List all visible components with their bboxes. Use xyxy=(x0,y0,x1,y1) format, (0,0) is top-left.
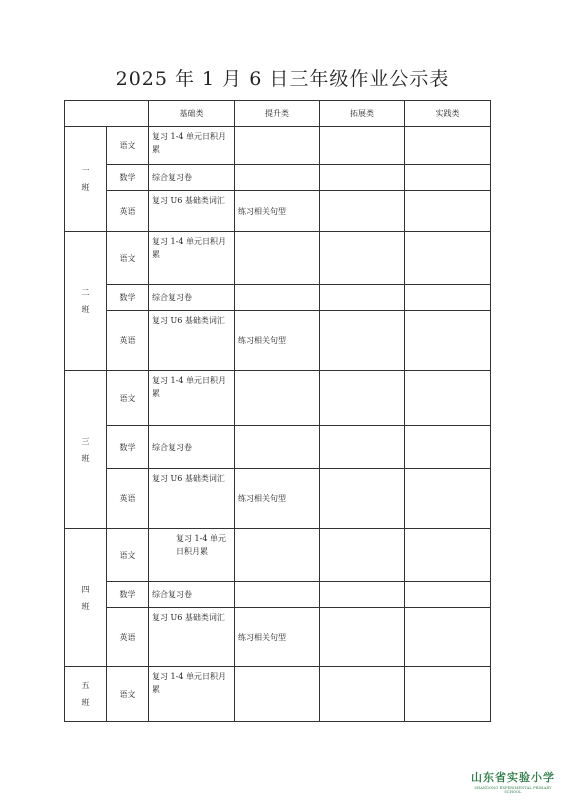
table-row xyxy=(65,127,491,165)
practice-cell xyxy=(405,165,491,191)
header-blank xyxy=(65,101,149,127)
basic-cell: 综合复习卷 xyxy=(149,165,235,191)
basic-cell: 复习 1-4 单元日积月累 xyxy=(149,127,235,165)
extend-cell xyxy=(320,311,405,371)
practice-cell xyxy=(405,529,491,582)
improve-cell: 练习相关句型 xyxy=(235,608,320,667)
page-title: 2025 年 1 月 6 日三年级作业公示表 xyxy=(115,68,450,90)
extend-cell xyxy=(320,608,405,667)
basic-cell: 复习 U6 基础类词汇 xyxy=(149,469,235,529)
improve-cell xyxy=(235,667,320,722)
improve-cell: 练习相关句型 xyxy=(235,469,320,529)
extend-cell xyxy=(320,582,405,608)
extend-cell xyxy=(320,191,405,232)
extend-cell xyxy=(320,165,405,191)
school-logo xyxy=(467,769,559,794)
subject-cell: 数学 xyxy=(107,285,149,311)
header-practice: 实践类 xyxy=(405,101,491,127)
subject-cell: 英语 xyxy=(107,608,149,667)
basic-cell: 复习 1-4 单元日积月累 xyxy=(149,667,235,722)
school-logo-english: SHANDONG EXPERIMENTAL PRIMARY SCHOOL xyxy=(474,786,552,794)
class-label: 二 班 xyxy=(65,232,107,371)
improve-cell xyxy=(235,371,320,426)
table-row xyxy=(65,608,491,667)
practice-cell xyxy=(405,311,491,371)
header-improve: 提升类 xyxy=(235,101,320,127)
class-label: 五 班 xyxy=(65,667,107,722)
extend-cell xyxy=(320,127,405,165)
practice-cell xyxy=(405,582,491,608)
improve-cell: 练习相关句型 xyxy=(235,311,320,371)
practice-cell xyxy=(405,127,491,165)
subject-cell: 语文 xyxy=(107,127,149,165)
basic-cell: 复习 U6 基础类词汇 xyxy=(149,191,235,232)
table-row xyxy=(65,667,491,722)
basic-cell: 综合复习卷 xyxy=(149,285,235,311)
practice-cell xyxy=(405,285,491,311)
basic-cell: 复习 U6 基础类词汇 xyxy=(149,311,235,371)
table-row xyxy=(65,582,491,608)
practice-cell xyxy=(405,426,491,469)
subject-cell: 英语 xyxy=(107,191,149,232)
table-row xyxy=(65,469,491,529)
basic-cell: 综合复习卷 xyxy=(149,582,235,608)
table-row xyxy=(65,529,491,582)
basic-cell: 复习 1-4 单元日积月累 xyxy=(149,371,235,426)
practice-cell xyxy=(405,371,491,426)
subject-cell: 数学 xyxy=(107,426,149,469)
subject-cell: 语文 xyxy=(107,371,149,426)
improve-cell xyxy=(235,127,320,165)
class-label: 三 班 xyxy=(65,371,107,529)
practice-cell xyxy=(405,232,491,285)
improve-cell xyxy=(235,232,320,285)
improve-cell xyxy=(235,285,320,311)
extend-cell xyxy=(320,529,405,582)
table-row xyxy=(65,426,491,469)
subject-cell: 英语 xyxy=(107,469,149,529)
practice-cell xyxy=(405,469,491,529)
header-basic: 基础类 xyxy=(149,101,235,127)
class-label: 一 班 xyxy=(65,127,107,232)
table-row xyxy=(65,232,491,285)
subject-cell: 数学 xyxy=(107,582,149,608)
extend-cell xyxy=(320,371,405,426)
basic-cell: 复习 1-4 单元日积月累 xyxy=(149,529,235,582)
subject-cell: 英语 xyxy=(107,311,149,371)
practice-cell xyxy=(405,608,491,667)
table-row xyxy=(65,311,491,371)
extend-cell xyxy=(320,667,405,722)
extend-cell xyxy=(320,469,405,529)
extend-cell xyxy=(320,232,405,285)
basic-cell: 复习 U6 基础类词汇 xyxy=(149,608,235,667)
header-row xyxy=(65,101,491,127)
practice-cell xyxy=(405,667,491,722)
basic-cell: 复习 1-4 单元日积月累 xyxy=(149,232,235,285)
table-row xyxy=(65,165,491,191)
extend-cell xyxy=(320,426,405,469)
table-row xyxy=(65,371,491,426)
class-label: 四 班 xyxy=(65,529,107,667)
subject-cell: 语文 xyxy=(107,529,149,582)
improve-cell xyxy=(235,582,320,608)
subject-cell: 数学 xyxy=(107,165,149,191)
table-row xyxy=(65,191,491,232)
homework-table xyxy=(64,100,491,722)
school-logo-name: 山东省实验小学 xyxy=(471,771,555,784)
subject-cell: 语文 xyxy=(107,667,149,722)
improve-cell xyxy=(235,426,320,469)
improve-cell: 练习相关句型 xyxy=(235,191,320,232)
basic-cell: 综合复习卷 xyxy=(149,426,235,469)
subject-cell: 语文 xyxy=(107,232,149,285)
table-row xyxy=(65,285,491,311)
header-extend: 拓展类 xyxy=(320,101,405,127)
improve-cell xyxy=(235,165,320,191)
practice-cell xyxy=(405,191,491,232)
improve-cell xyxy=(235,529,320,582)
extend-cell xyxy=(320,285,405,311)
